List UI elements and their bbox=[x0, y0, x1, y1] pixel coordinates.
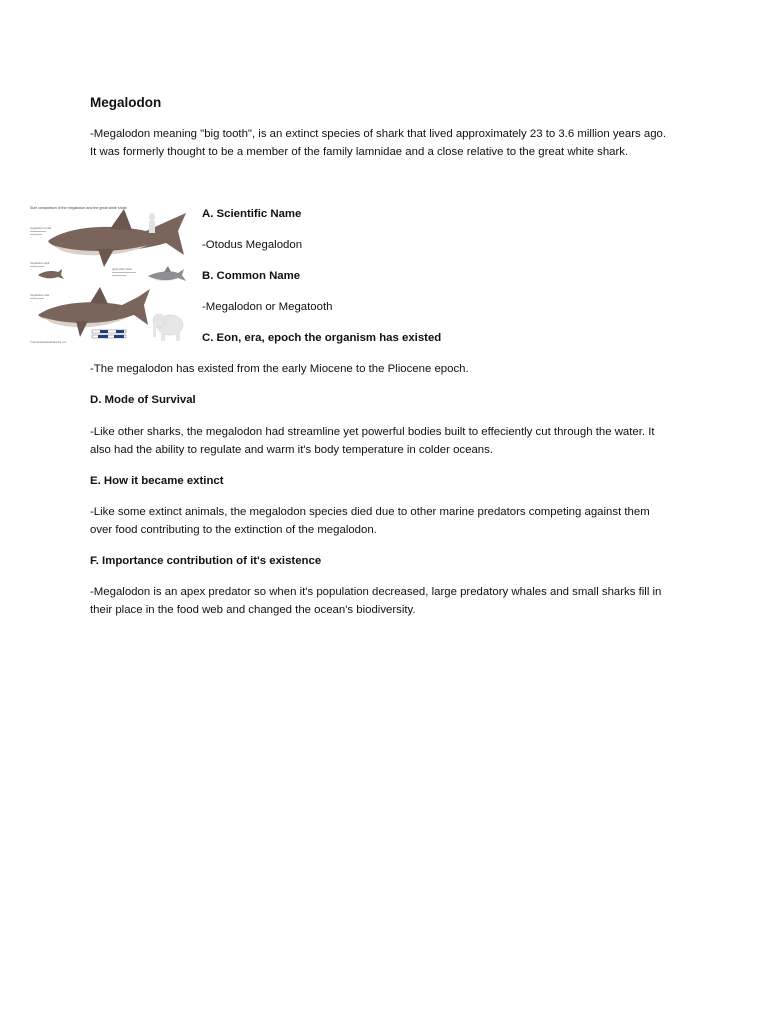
section-d-text-line-1: -Like other sharks, the megalodon had streamline yet powerful bodies built to effeciently cut through the water. It bbox=[90, 426, 655, 438]
shark-size-comparison-image bbox=[28, 203, 190, 345]
section-b-text: -Megalodon or Megatooth bbox=[202, 301, 333, 313]
section-d-heading: D. Mode of Survival bbox=[90, 394, 196, 406]
section-e-heading: E. How it became extinct bbox=[90, 475, 224, 487]
section-f-text-line-2: their place in the food web and changed the ocean's biodiversity. bbox=[90, 604, 416, 616]
section-f-text-line-1: -Megalodon is an apex predator so when it's population decreased, large predatory whales and small sharks fill in bbox=[90, 586, 662, 598]
intro-line-1: -Megalodon meaning "big tooth", is an extinct species of shark that lived approximately 23 to 3.6 million years ago. bbox=[90, 128, 667, 140]
section-b-heading: B. Common Name bbox=[202, 270, 301, 282]
label-megalodon-male: megalodon male bbox=[30, 294, 50, 297]
section-f-heading: F. Importance contribution of it's existence bbox=[90, 555, 322, 567]
section-d-text-line-2: also had the ability to regulate and warm it's body temperature in colder oceans. bbox=[90, 444, 493, 456]
figure-caption: Size comparison of the megalodon and the great white shark bbox=[30, 206, 127, 210]
section-e-text-line-2: over food contributing to the extinction of the megalodon. bbox=[90, 524, 377, 536]
section-e-text-line-1: -Like some extinct animals, the megalodon species died due to other marine predators competing against them bbox=[90, 506, 650, 518]
label-megalodon-female: megalodon female bbox=[30, 227, 52, 230]
section-c-text: -The megalodon has existed from the early Miocene to the Pliocene epoch. bbox=[90, 363, 469, 375]
figure-credit: © Encyclopædia Britannica, Inc. bbox=[30, 341, 67, 344]
intro-line-2: It was formerly thought to be a member of the family lamnidae and a close relative to the great white shark. bbox=[90, 146, 629, 158]
section-c-heading: C. Eon, era, epoch the organism has existed bbox=[202, 332, 442, 344]
section-a-heading: A. Scientific Name bbox=[202, 208, 302, 220]
human-diver-figure bbox=[149, 213, 155, 233]
label-great-white-shark: great white shark bbox=[112, 268, 132, 271]
section-a-text: -Otodus Megalodon bbox=[202, 239, 303, 251]
doc-title: Megalodon bbox=[90, 95, 162, 110]
label-megalodon-adult: megalodon adult bbox=[30, 262, 50, 265]
